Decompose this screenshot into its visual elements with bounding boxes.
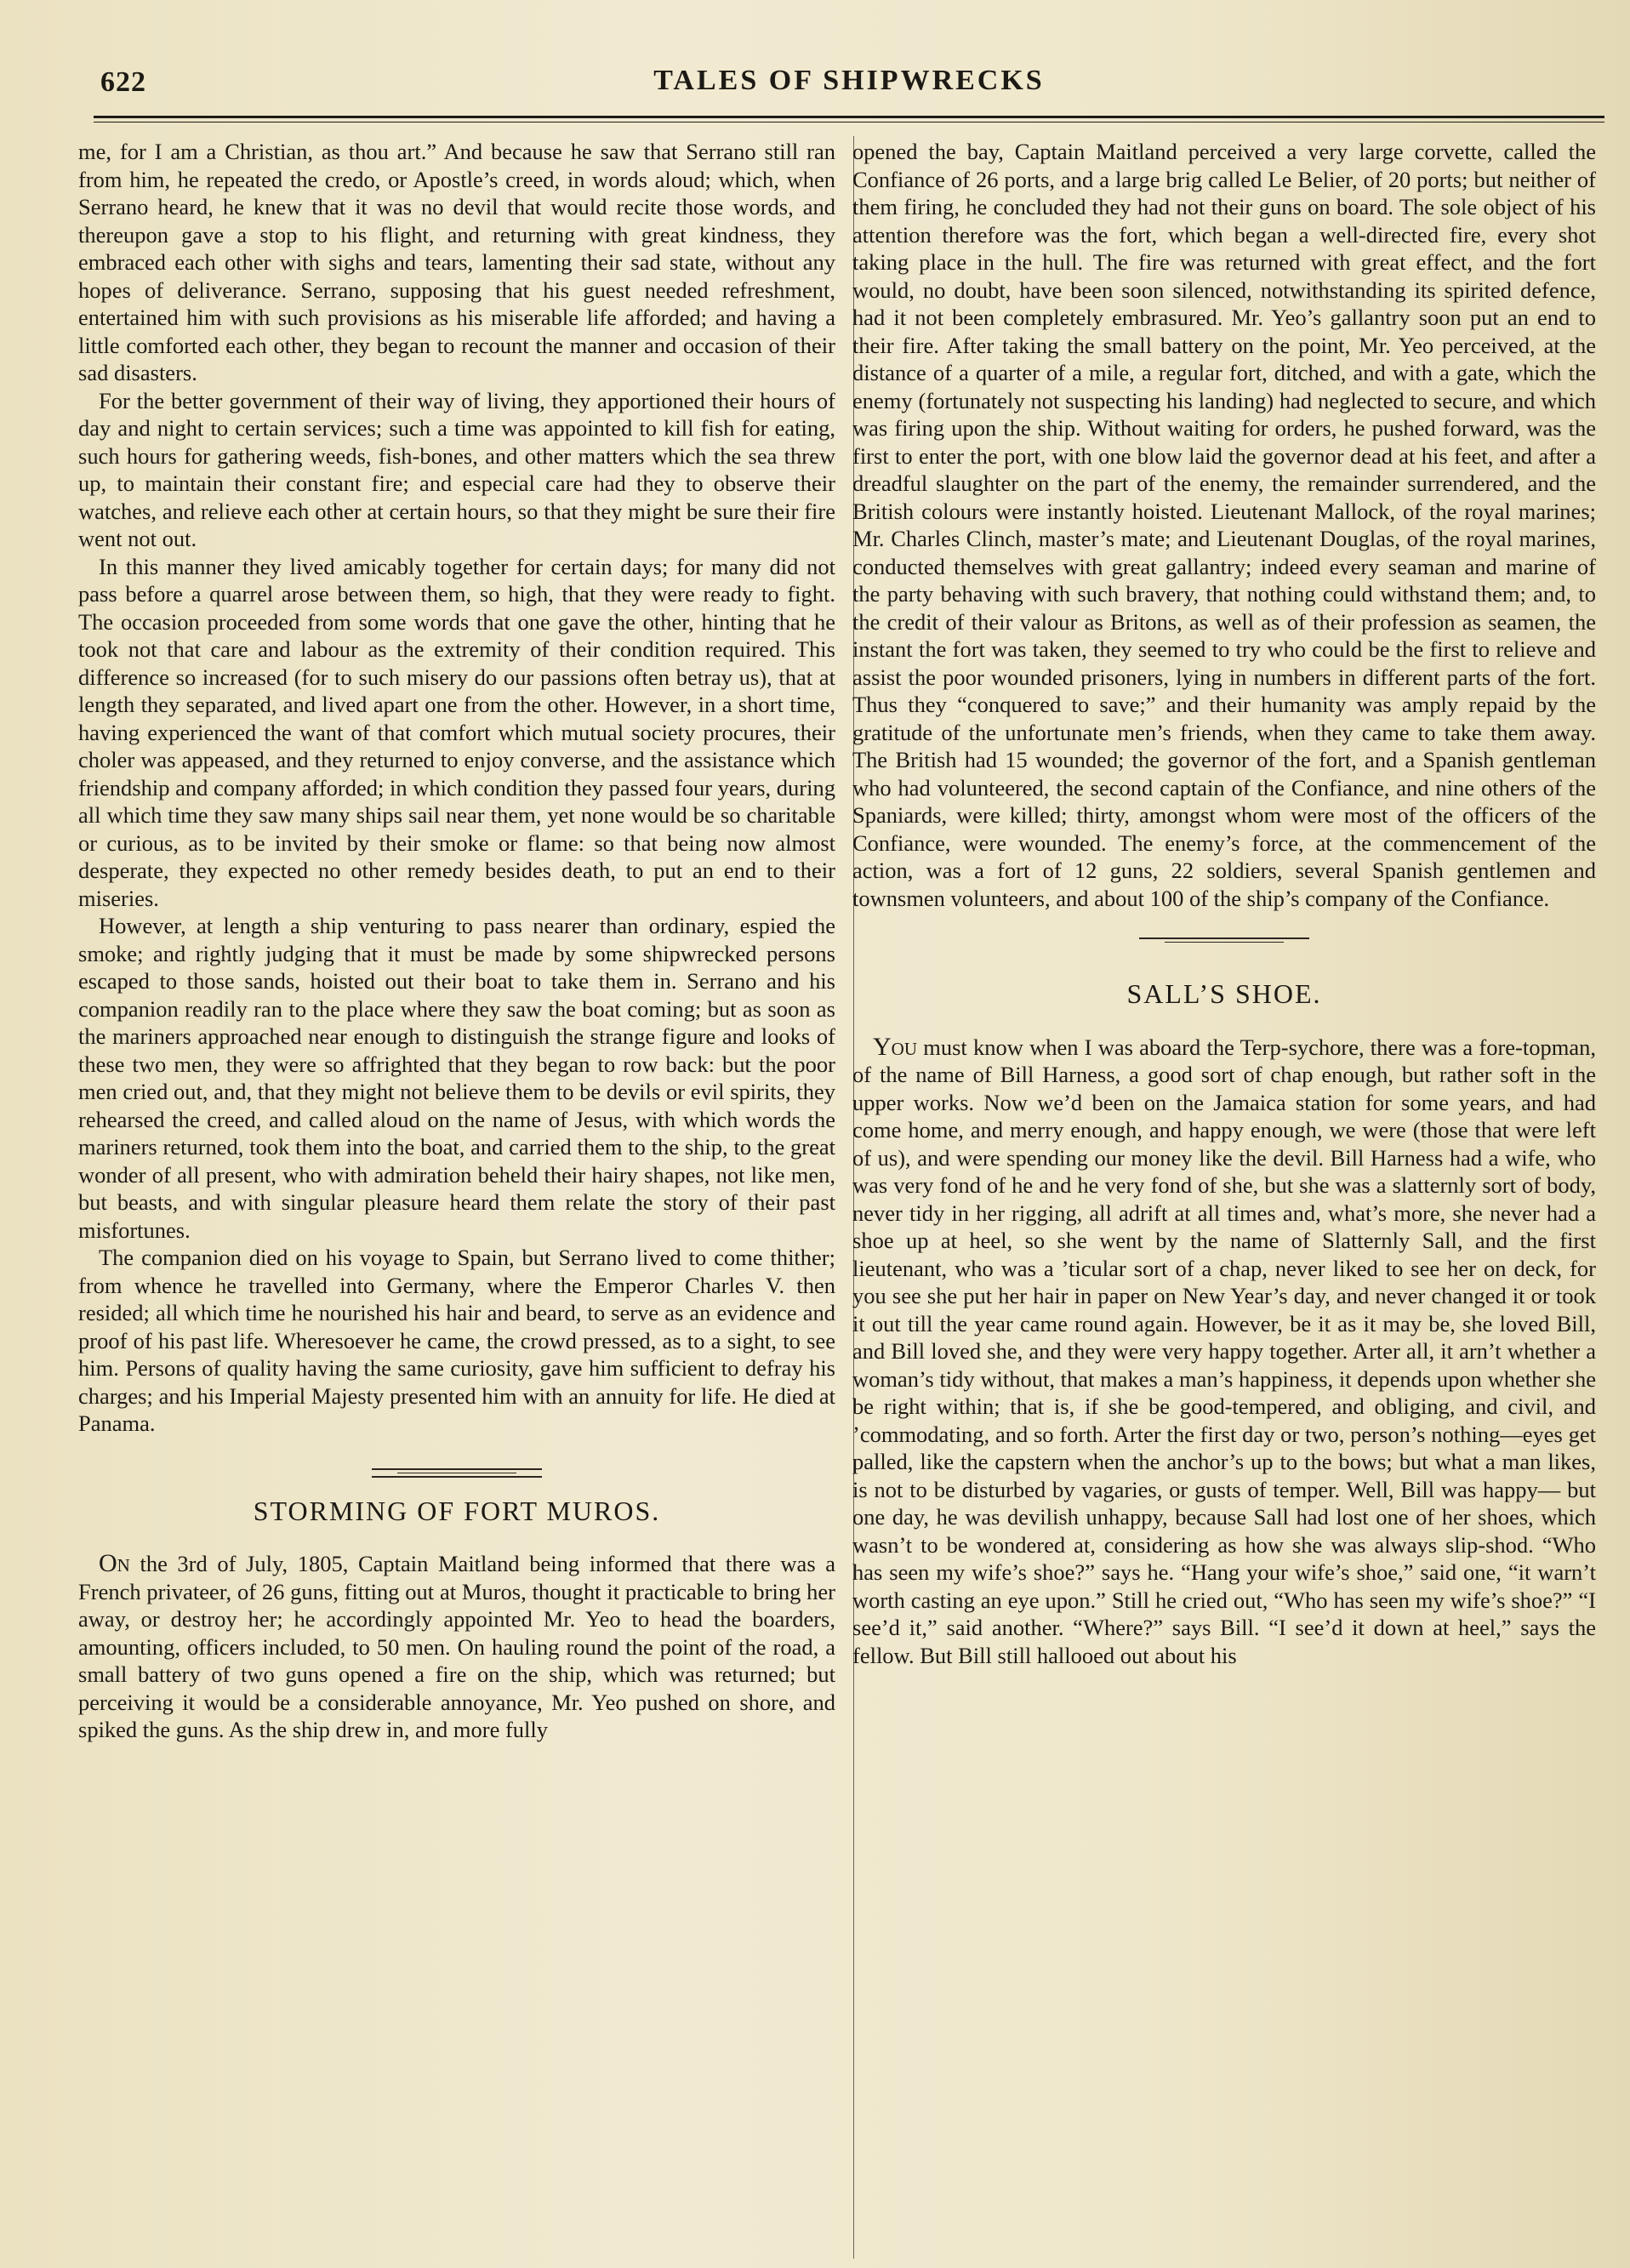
section-ornament	[78, 1438, 835, 1497]
paragraph: In this manner they lived amicably together for certain days; for many did not pass before a quarrel arose between them, so high, that they were ready to fight. The occasion proceeded from some words that one gave the other, hinting that he took not that care and labour as the extremity of their condition required. This difference so increased (for to such misery do our passions often betray us), that at length they separated, and lived apart one from the other. However, in a short time, having experienced the want of that comfort which mutual society procures, their choler was appeased, and they returned to enjoy converse, and the assistance which friendship and company afforded; in which condition they passed four years, during all which time they saw many ships sail near them, yet none would be so charitable or curious, as to be invited by their smoke or flame: so that being now almost desperate, they expected no other remedy besides death, to put an end to their miseries.	[78, 553, 835, 911]
paragraph-text: the 3rd of July, 1805, Captain Maitland being informed that there was a French privateer, of 26 guns, fitting out at Muros, thought it practicable to bring her away, or destroy her; he accordingly appointed Mr. Yeo to head the boarders, amounting, officers included, to 50 men. On hauling round the point of the road, a small battery of two guns opened a fire on the ship, which was returned; but perceiving it would be a considerable annoyance, Mr. Yeo pushed on shore, and spiked the guns. As the ship drew in, and more fully	[78, 1551, 835, 1742]
running-title: TALES OF SHIPWRECKS	[653, 65, 1045, 96]
running-head	[94, 60, 1604, 102]
header-rule-thin	[94, 122, 1604, 123]
paragraph-text: must know when I was aboard the Terp-sychore, there was a fore-topman, of the name of Bill Harness, a good sort of chap enough, but rather soft in the upper works. Now we’d been on the Jamaica station for some years, and had come home, and merry enough, and happy enough, we were (those that were left of us), and were spending our money like the devil. Bill Harness had a wife, who was very fond of he and he very fond of she, but she was a slatternly sort of body, never tidy in her rigging, all adrift at all times and, what’s more, she never had a shoe up at heel, so she went by the name of Slatternly Sall, and the first lieutenant, who was a ’ticular sort of a chap, never liked to see her on deck, for you see she put her hair in paper on New Year’s day, and never changed it or took it out till the year came round again. However, be it as it may be, she loved Bill, and Bill loved she, and they were very happy together. Arter all, it arn’t whether a woman’s tidy without, that makes a man’s happiness, it depends upon whether she be right within; that is, if she be good-tempered, and obliging, and civil, and ’commodating, and so forth. Arter the first day or two, person’s nothing—eyes get palled, like the capstern when the anchor’s up to the bows; but what a man likes, is not to be disturbed by vagaries, or gusts of temper. Well, Bill was happy— but one day, he was devilish unhappy, because Sall had lost one of her shoes, which wasn’t to be wondered at, considering as how she was always slip-shod. “Who has seen my wife’s shoe?” says he. “Hang your wife’s shoe,” said one, “it warn’t worth casting an eye upon.” Still he cried out, “Who has seen my wife’s shoe?” “I see’d it,” said another. “Where?” says Bill. “I see’d it down at heel,” says the fellow. But Bill still hallooed out about his	[852, 1034, 1596, 1668]
opening-word: You	[873, 1032, 917, 1061]
header-rule	[94, 116, 1604, 118]
section-ornament	[852, 912, 1596, 980]
paragraph: However, at length a ship venturing to pass nearer than ordinary, espied the smoke; and rightly judging that it must be made by some shipwrecked persons escaped to those sands, hoisted out their boat to take them in. Serrano and his companion readily ran to the place where they saw the boat coming; but as soon as the mariners approached near enough to distinguish the strange figure and looks of these two men, they were so affrighted that they began to row back: but the poor men cried out, and, that they might not believe them to be devils or evil spirits, they rehearsed the creed, and called aloud on the name of Jesus, with which words the mariners returned, took them into the boat, and carried them to the ship, to the great wonder of all present, who with admiration beheld their hairy shapes, not like men, but beasts, and with singular pleasure heard them relate the story of their past misfortunes.	[78, 913, 835, 1243]
paragraph	[78, 1550, 835, 1744]
section-title-salls-shoe: SALL’S SHOE.	[1126, 978, 1322, 1009]
paragraph	[852, 1034, 1596, 1670]
left-column	[78, 138, 835, 1744]
paragraph: opened the bay, Captain Maitland perceived a very large corvette, called the Confiance of 26 ports, and a large brig called Le Belier, of 20 ports; but neither of them firing, he concluded they had not their guns on board. The sole object of his attention therefore was the fort, which began a well-directed fire, every shot taking place in the hull. The fire was returned with great effect, and the fort would, no doubt, have been soon silenced, notwithstanding its spirited defence, had it not been completely embrasured. Mr. Yeo’s gallantry soon put an end to their fire. After taking the small battery on the point, Mr. Yeo perceived, at the distance of a quarter of a mile, a regular fort, ditched, and with a gate, which the enemy (fortunately not suspecting his landing) had neglected to secure, and which was firing upon the ship. Without waiting for orders, he pushed forward, was the first to enter the port, with one blow laid the governor dead at his feet, and after a dreadful slaughter on the part of the enemy, the remainder surrendered, and the British colours were instantly hoisted. Lieutenant Mallock, of the royal marines; Mr. Charles Clinch, master’s mate; and Lieutenant Douglas, of the royal marines, conducted themselves with great gallantry; indeed every seaman and marine of the party behaving with such bravery, that nothing could withstand them; and, to the credit of their valour as Britons, as well as of their profession as seamen, the instant the fort was taken, they seemed to try who could be the first to relieve and assist the poor wounded prisoners, lying in numbers in different parts of the fort. Thus they “conquered to save;” and their humanity was amply repaid by the gratitude of the unfortunate men’s friends, when they came to take them away. The British had 15 wounded; the governor of the fort, and a Spanish gentleman who had volunteered, the second captain of the Confiance, and nine others of the Spaniards, were killed; thirty, amongst whom were most of the officers of the Confiance, were wounded. The enemy’s force, at the commencement of the action, was a fort of 12 guns, 22 soldiers, several Spanish gentlemen and townsmen volunteers, and about 100 of the ship’s company of the Confiance.	[852, 139, 1596, 911]
section-title-fort-muros: STORMING OF FORT MUROS.	[253, 1495, 661, 1526]
opening-word: On	[99, 1549, 130, 1577]
paragraph: The companion died on his voyage to Spain, but Serrano lived to come thither; from whence he travelled into Germany, where the Emperor Charles V. then resided; all which time he nourished his hair and beard, to serve as an evidence and proof of his past life. Wheresoever he came, the crowd pressed, as to a sight, to see him. Persons of quality having the same curiosity, gave him sufficient to defray his charges; and his Imperial Majesty presented him with an annuity for life. He died at Panama.	[78, 1245, 835, 1436]
paragraph: me, for I am a Christian, as thou art.” And because he saw that Serrano still ran from him, he repeated the credo, or Apostle’s creed, in words aloud; which, when Serrano heard, he knew that it was no devil that would recite those words, and thereupon gave a stop to his flight, and returning with great kindness, they embraced each other with sighs and tears, lamenting their sad state, without any hopes of deliverance. Serrano, supposing that his guest needed refreshment, entertained him with such provisions as his miserable life afforded; and having a little comforted each other, they began to recount the manner and occasion of their sad disasters.	[78, 139, 835, 385]
paragraph: For the better government of their way of living, they apportioned their hours of day and night to certain services; such a time was appointed to kill fish for eating, such hours for gathering weeds, fish-bones, and other matters which the sea threw up, to maintain their constant fire; and especial care had they to observe their watches, and relieve each other at certain hours, so that they might be sure their fire went not out.	[78, 387, 835, 551]
right-column	[852, 138, 1596, 1669]
page-number: 622	[100, 66, 146, 98]
